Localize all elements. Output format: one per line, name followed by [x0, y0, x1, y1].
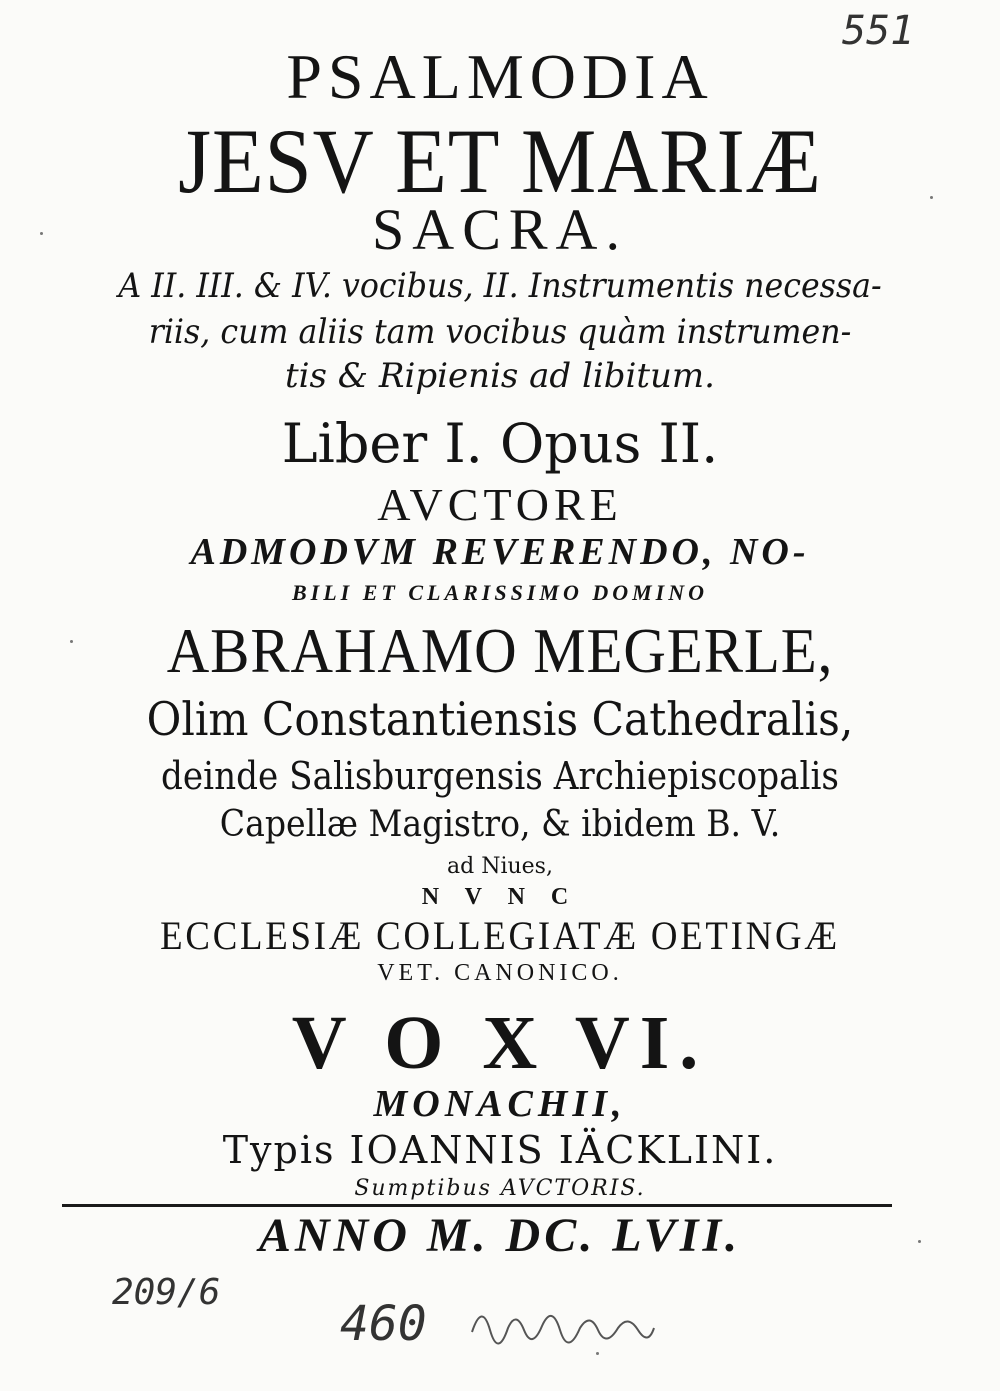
voices-line-3: tis & Ripienis ad libitum.	[285, 356, 715, 396]
auctore-line: AVCTORE	[377, 479, 623, 530]
voices-line-2: riis, cum aliis tam vocibus quàm instrumen-	[148, 312, 852, 352]
title-psalmodia: PSALMODIA	[286, 41, 714, 112]
paper-speck	[596, 1352, 599, 1355]
biography-line-2: deinde Salisburgensis Archiepiscopalis	[161, 754, 839, 798]
divider-rule	[62, 1204, 892, 1207]
imprint-printer: Typis IOANNIS IÄCKLINI.	[222, 1128, 778, 1172]
paper-speck	[40, 232, 43, 235]
voices-line-1: A II. III. & IV. vocibus, II. Instrumentis necessa-	[118, 266, 882, 306]
handwritten-shelfmark-left: 209/6	[112, 1272, 221, 1313]
paper-speck	[70, 640, 73, 643]
shelfmark-number: 551	[842, 8, 915, 54]
imprint-expense: Sumptibus AVCTORIS.	[354, 1176, 646, 1201]
biography-line-1: Olim Constantiensis Cathedralis,	[146, 692, 854, 746]
ecclesia-line-2: VET. CANONICO.	[377, 960, 623, 986]
biography-line-4: ad Niues,	[447, 854, 553, 879]
vox-line: V O X VI.	[291, 1001, 709, 1085]
handwriting-scribble	[468, 1300, 658, 1350]
imprint-city: MONACHII,	[373, 1083, 627, 1125]
handwritten-number-center: 460	[340, 1296, 427, 1352]
imprint-year: ANNO M. DC. LVII.	[258, 1209, 742, 1262]
author-name: ABRAHAMO MEGERLE,	[166, 615, 834, 686]
biography-line-3: Capellæ Magistro, & ibidem B. V.	[219, 804, 781, 845]
opus-line: Liber I. Opus II.	[281, 412, 719, 475]
title-jesu-et-mariae: JESV ET MARIÆ	[178, 110, 822, 212]
ecclesia-line-1: ECCLESIÆ COLLEGIATÆ OETINGÆ	[160, 913, 840, 958]
paper-speck	[918, 1240, 921, 1243]
dedication-line-1: ADMODVM REVERENDO, NO-	[190, 531, 810, 573]
paper-speck	[930, 196, 933, 199]
title-sacra: SACRA.	[372, 197, 628, 262]
nunc-line: N V N C	[421, 884, 579, 910]
handwritten-note-right	[468, 1300, 658, 1350]
dedication-line-2: BILI ET CLARISSIMO DOMINO	[291, 580, 709, 605]
